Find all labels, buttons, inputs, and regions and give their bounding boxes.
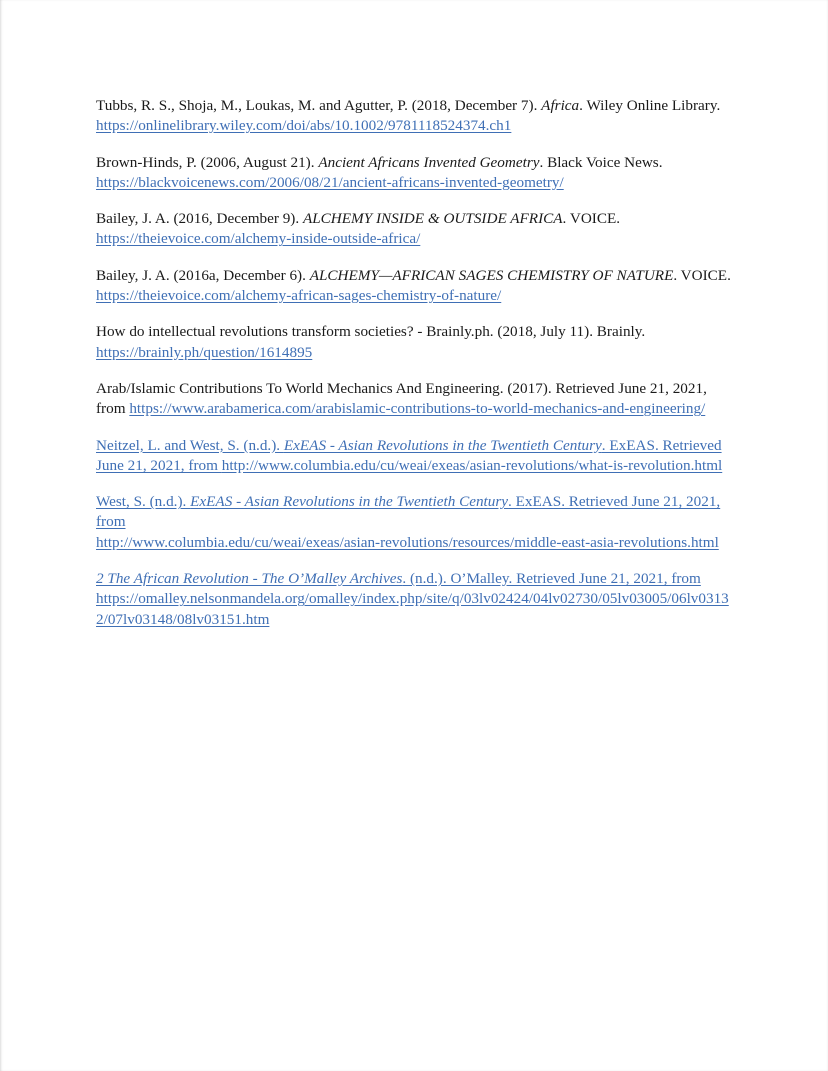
reference-entry (96, 436, 732, 477)
reference-entry (96, 153, 732, 194)
reference-title: ALCHEMY INSIDE & OUTSIDE AFRICA (302, 210, 563, 228)
reference-url-link[interactable]: http://www.columbia.edu/cu/weai/exeas/asian-revolutions/resources/middle-east-asia-revolutions.html (96, 533, 719, 551)
reference-source: . VOICE. (673, 266, 731, 284)
reference-url-link[interactable]: https://blackvoicenews.com/2006/08/21/ancient-africans-invented-geometry/ (96, 173, 564, 191)
reference-link-source[interactable]: . (n.d.). O’Malley. Retrieved June 21, 2021, from (402, 570, 701, 588)
reference-entry (96, 96, 732, 137)
reference-link-title[interactable]: ExEAS - Asian Revolutions in the Twentieth Century (283, 436, 602, 454)
reference-source: . VOICE. (562, 210, 621, 228)
reference-authors-date: Bailey, J. A. (2016, December 9). (96, 210, 303, 228)
reference-authors-date: Tubbs, R. S., Shoja, M., Loukas, M. and Agutter, P. (2018, December 7). (96, 97, 542, 114)
reference-entry (96, 379, 732, 420)
reference-authors-date: Arab/Islamic Contributions To World Mechanics And Engineering. (2017). Retrieved June 21, 2021, from (96, 379, 707, 418)
reference-url-link[interactable]: https://omalley.nelsonmandela.org/omalley/index.php/site/q/03lv02424/04lv02730/05lv03005/06lv03132/07lv03148/08lv03151.htm (96, 590, 729, 628)
reference-entry (96, 209, 732, 250)
reference-entry (96, 322, 732, 363)
reference-url-link[interactable]: http://www.columbia.edu/cu/weai/exeas/asian-revolutions/what-is-revolution.html (221, 456, 723, 474)
reference-source: . Wiley Online Library. (579, 97, 721, 114)
reference-title: Africa (541, 97, 580, 114)
reference-source: . Black Voice News. (539, 153, 663, 171)
reference-link-title[interactable]: ExEAS - Asian Revolutions in the Twentieth Century (190, 493, 509, 511)
reference-title: ALCHEMY—AFRICAN SAGES CHEMISTRY OF NATURE (309, 266, 674, 284)
reference-authors-date: How do intellectual revolutions transform societies? - Brainly.ph. (2018, July 11). Brainly. (96, 323, 646, 341)
reference-title: Ancient Africans Invented Geometry (318, 153, 540, 171)
reference-url-link[interactable]: https://onlinelibrary.wiley.com/doi/abs/10.1002/9781118524374.ch1 (96, 117, 512, 135)
reference-link-source[interactable]: . ExEAS. Retrieved June 21, 2021, from (96, 493, 721, 531)
reference-entry (96, 569, 732, 630)
reference-link-authors-date[interactable]: Neitzel, L. and West, S. (n.d.). (96, 436, 284, 454)
reference-link-authors-date[interactable]: West, S. (n.d.). (96, 493, 191, 511)
reference-url-link[interactable]: https://theievoice.com/alchemy-inside-outside-africa/ (96, 230, 421, 248)
reference-entry (96, 266, 732, 307)
reference-authors-date: Brown-Hinds, P. (2006, August 21). (96, 153, 319, 171)
reference-url-link[interactable]: https://www.arabamerica.com/arabislamic-contributions-to-world-mechanics-and-engineering/ (129, 400, 706, 418)
reference-link-source[interactable]: . ExEAS. Retrieved June 21, 2021, from (96, 436, 722, 474)
reference-list (96, 96, 732, 630)
reference-url-link[interactable]: https://brainly.ph/question/1614895 (96, 343, 313, 361)
reference-link-title[interactable]: 2 The African Revolution - The O’Malley Archives (96, 570, 403, 588)
reference-authors-date: Bailey, J. A. (2016a, December 6). (96, 266, 310, 284)
reference-url-link[interactable]: https://theievoice.com/alchemy-african-sages-chemistry-of-nature/ (96, 287, 502, 305)
reference-entry (96, 492, 732, 553)
